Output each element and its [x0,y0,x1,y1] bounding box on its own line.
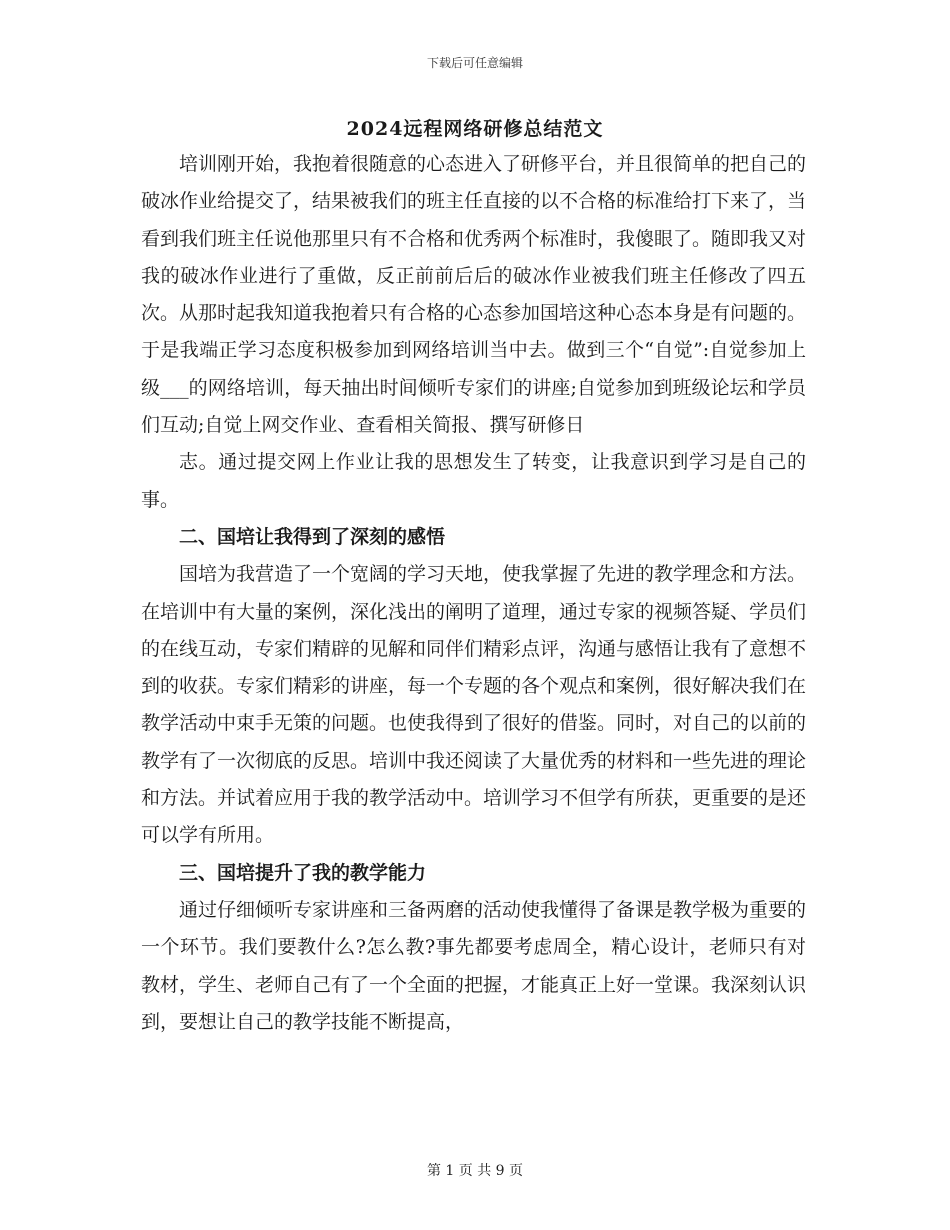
document-title: 2024远程网络研修总结范文 [346,118,604,140]
page-footer: 第 1 页 共 9 页 [426,1163,524,1179]
header-note: 下载后可任意编辑 [426,56,523,70]
paragraph: 培训刚开始，我抱着很随意的心态进入了研修平台，并且很简单的把自己的破冰作业给提交了，结果被我们的班主任直接的以不合格的标准给打下来了，当看到我们班主任说他那里只有不合格和优秀两个标准时，我傻眼了。随即我又对我的破冰作业进行了重做，反正前前后后的破冰作业被我们班主任修改了四五次。从那时起我知道我抱着只有合格的心态参加国培这种心态本身是有问题的。于是我端正学习态度积极参加到网络培训当中去。做到三个“自觉”:自觉参加上级___的网络培训，每天抽出时间倾听专家们的讲座;自觉参加到班级论坛和学员们互动;自觉上网交作业、查看相关简报、撰写研修日 [141,153,807,437]
paragraph: 志。通过提交网上作业让我的思想发生了转变，让我意识到学习是自己的事。 [141,451,806,511]
document-body [141,146,806,1041]
paragraph: 通过仔细倾听专家讲座和三备两磨的活动使我懂得了备课是教学极为重要的一个环节。我们要教什么?怎么教?事先都要考虑周全，精心设计，老师只有对教材，学生、老师自己有了一个全面的把握，才能真正上好一堂课。我深刻认识到，要想让自己的教学技能不断提高， [141,898,807,1033]
paragraph: 国培为我营造了一个宽阔的学习天地，使我掌握了先进的教学理念和方法。在培训中有大量的案例，深化浅出的阐明了道理，通过专家的视频答疑、学员们的在线互动，专家们精辟的见解和同伴们精彩点评，沟通与感悟让我有了意想不到的收获。专家们精彩的讲座，每一个专题的各个观点和案例，很好解决我们在教学活动中束手无策的问题。也使我得到了很好的借鉴。同时，对自己的以前的教学有了一次彻底的反思。培训中我还阅读了大量优秀的材料和一些先进的理论和方法。并试着应用于我的教学活动中。培训学习不但学有所获，更重要的是还可以学有所用。 [141,563,807,847]
section-heading: 二、国培让我得到了深刻的感悟 [179,525,446,548]
section-heading: 三、国培提升了我的教学能力 [179,861,427,884]
